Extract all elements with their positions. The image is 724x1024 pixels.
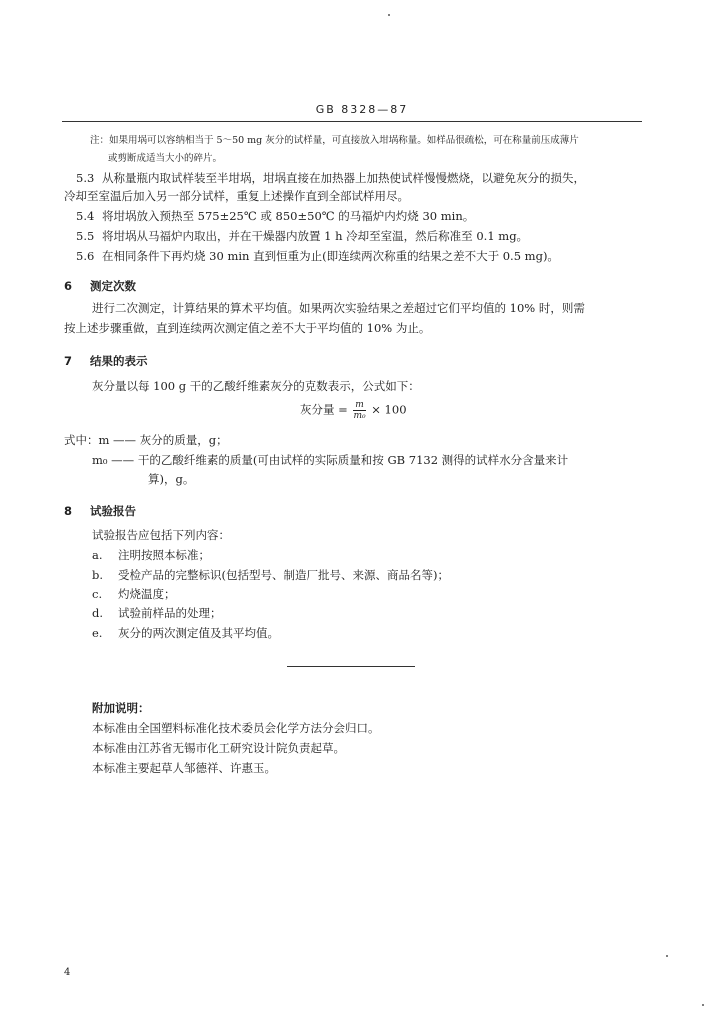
step-text: 在相同条件下再灼烧 30 min 直到恒重为止(即连续两次称重的结果之差不大于 0.5 mg)。 <box>102 249 559 263</box>
report-item-a <box>92 547 210 563</box>
item-marker: a. <box>92 548 103 562</box>
report-item-c <box>92 586 176 602</box>
section-6-heading <box>64 278 136 294</box>
step-text: 将坩埚从马福炉内取出，并在干燥器内放置 1 h 冷却至室温，然后称准至 0.1 mg。 <box>102 229 529 243</box>
end-rule <box>287 666 415 667</box>
item-text: 灰分的两次测定值及其平均值。 <box>118 626 279 640</box>
section-title: 试验报告 <box>90 504 136 518</box>
formula-lhs: 灰分量 = <box>300 402 348 417</box>
section-title: 结果的表示 <box>90 354 148 368</box>
section-6-paragraph-line-1: 进行二次测定，计算结果的算术平均值。如果两次实验结果之差超过它们平均值的 10% 时，则需 <box>92 301 585 315</box>
scan-speck <box>666 955 668 957</box>
formula-numerator: m <box>355 400 364 410</box>
formula-rhs: × 100 <box>371 402 407 417</box>
section-7-heading <box>64 353 148 369</box>
report-item-d <box>92 605 222 621</box>
report-item-e <box>92 625 279 641</box>
step-5-6 <box>76 248 559 264</box>
section-number: 7 <box>64 354 73 368</box>
section-8-intro: 试验报告应包括下列内容： <box>92 528 230 542</box>
section-number: 6 <box>64 279 73 293</box>
section-title: 测定次数 <box>90 279 136 293</box>
step-5-5 <box>76 228 528 244</box>
scan-speck <box>388 14 390 16</box>
header-rule <box>62 121 642 122</box>
formula-fraction <box>353 400 365 421</box>
appendix-title: 附加说明： <box>92 701 150 715</box>
item-marker: b. <box>92 568 104 582</box>
item-marker: d. <box>92 606 104 620</box>
step-5-3 <box>76 170 585 186</box>
step-number: 5.4 <box>76 209 95 223</box>
report-item-b <box>92 567 449 583</box>
section-number: 8 <box>64 504 73 518</box>
step-text: 从称量瓶内取试样装至半坩埚，坩埚直接在加热器上加热使试样慢慢燃烧，以避免灰分的损失， <box>102 171 585 185</box>
step-number: 5.5 <box>76 229 95 243</box>
item-text: 灼烧温度； <box>118 587 176 601</box>
item-text: 试验前样品的处理； <box>118 606 222 620</box>
note-line-1: 注：如果用埚可以容纳相当于 5～50 mg 灰分的试样量，可直接放入坩埚称量。如样品很疏松，可在称量前压成薄片 <box>90 135 579 146</box>
item-marker: e. <box>92 626 103 640</box>
scan-speck <box>702 1004 704 1006</box>
section-8-heading <box>64 503 136 519</box>
step-5-4 <box>76 208 474 224</box>
section-7-intro: 灰分量以每 100 g 干的乙酸纤维素灰分的克数表示，公式如下： <box>92 379 420 393</box>
item-marker: c. <box>92 587 103 601</box>
appendix-line-2: 本标准由江苏省无锡市化工研究设计院负责起草。 <box>92 741 345 755</box>
appendix-line-1: 本标准由全国塑料标准化技术委员会化学方法分会归口。 <box>92 721 380 735</box>
page-number: 4 <box>64 967 71 978</box>
step-text: 将坩埚放入预热至 575±25℃ 或 850±50℃ 的马福炉内灼烧 30 min。 <box>102 209 475 223</box>
step-number: 5.3 <box>76 171 95 185</box>
item-text: 受检产品的完整标识(包括型号、制造厂批号、来源、商品名等)； <box>118 568 449 582</box>
formula-denominator: m₀ <box>353 411 366 421</box>
formula-where-m: 式中：m —— 灰分的质量，g； <box>64 433 228 447</box>
section-6-paragraph-line-2: 按上述步骤重做，直到连续两次测定值之差不大于平均值的 10% 为止。 <box>64 321 431 335</box>
formula-where-m0: m₀ —— 干的乙酸纤维素的质量(可由试样的实际质量和按 GB 7132 测得的试样水分含量来计 <box>92 453 569 467</box>
ash-formula <box>300 400 407 421</box>
formula-where-m0-continuation: 算)，g。 <box>148 472 195 486</box>
document-header: GB 8328—87 <box>315 103 409 116</box>
item-text: 注明按照本标准； <box>118 548 210 562</box>
appendix-line-3: 本标准主要起草人邹德祥、许惠玉。 <box>92 761 276 775</box>
note-line-2: 或剪断成适当大小的碎片。 <box>108 153 223 164</box>
step-number: 5.6 <box>76 249 95 263</box>
step-5-3-continuation: 冷却至室温后加入另一部分试样，重复上述操作直到全部试样用尽。 <box>64 189 409 203</box>
